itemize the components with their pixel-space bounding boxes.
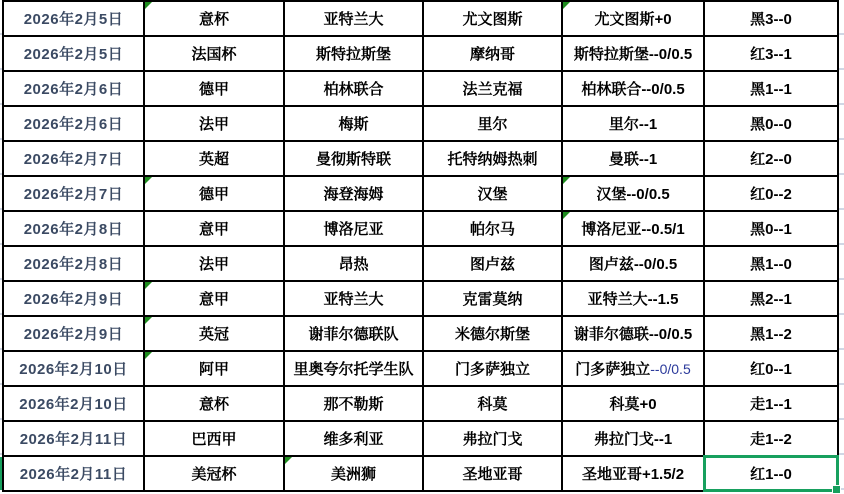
table-row xyxy=(3,456,838,491)
cell-text: 黑0--1 xyxy=(750,221,792,238)
cell-text: 柏林联合--0/0.5 xyxy=(581,81,685,98)
error-indicator-icon xyxy=(145,2,152,9)
cell-home-team[interactable] xyxy=(284,211,423,246)
cell-text: 意甲 xyxy=(198,291,229,308)
cell-date[interactable] xyxy=(3,211,144,246)
cell-away-team[interactable] xyxy=(423,1,562,36)
cell-away-team[interactable] xyxy=(423,176,562,211)
cell-text: 法兰克福 xyxy=(462,81,523,98)
cell-text: 汉堡 xyxy=(477,186,508,203)
cell-text: 那不勒斯 xyxy=(323,396,384,413)
cell-league[interactable] xyxy=(144,1,284,36)
table-row xyxy=(3,106,838,141)
cell-text: 2026年2月7日 xyxy=(23,186,124,203)
cell-date[interactable] xyxy=(3,316,144,351)
cell-text: 博洛尼亚 xyxy=(323,221,384,238)
cell-text: 法甲 xyxy=(198,116,229,133)
cell-away-team[interactable] xyxy=(423,351,562,386)
cell-result[interactable] xyxy=(704,36,838,71)
cell-text: 2026年2月10日 xyxy=(19,361,128,378)
error-indicator-icon xyxy=(563,177,570,184)
table-row xyxy=(3,351,838,386)
table-row xyxy=(3,316,838,351)
selection-border xyxy=(703,455,839,492)
cell-text: 克雷莫纳 xyxy=(462,291,523,308)
cell-home-team[interactable] xyxy=(284,386,423,421)
error-indicator-icon xyxy=(563,212,570,219)
cell-text: 阿甲 xyxy=(198,361,229,378)
right-gridline-strip xyxy=(839,0,844,492)
cell-text: 美冠杯 xyxy=(191,466,237,483)
cell-text: 谢菲尔德联队 xyxy=(308,326,399,343)
cell-text: 红1--0 xyxy=(750,466,792,483)
cell-result[interactable] xyxy=(704,176,838,211)
cell-text: 走1--2 xyxy=(750,431,792,448)
cell-handicap[interactable] xyxy=(562,106,704,141)
cell-text: 摩纳哥 xyxy=(469,46,515,63)
cell-text: 科莫+0 xyxy=(609,396,657,413)
table-row xyxy=(3,1,838,36)
cell-result[interactable] xyxy=(704,456,838,491)
cell-text: 黑1--2 xyxy=(750,326,792,343)
cell-text: 黑1--1 xyxy=(750,81,792,98)
cell-result[interactable] xyxy=(704,316,838,351)
cell-text: 谢菲尔德联--0/0.5 xyxy=(573,326,693,343)
cell-text: 2026年2月7日 xyxy=(23,151,124,168)
cell-handicap[interactable] xyxy=(562,176,704,211)
cell-league[interactable] xyxy=(144,211,284,246)
results-table-body xyxy=(3,1,838,491)
cell-date[interactable] xyxy=(3,36,144,71)
cell-text: 2026年2月6日 xyxy=(23,116,124,133)
cell-home-team[interactable] xyxy=(284,351,423,386)
cell-text: 巴西甲 xyxy=(191,431,237,448)
cell-text: 图卢兹--0/0.5 xyxy=(588,256,678,273)
table-row xyxy=(3,176,838,211)
error-indicator-icon xyxy=(285,457,292,464)
cell-text: 意杯 xyxy=(198,11,229,28)
cell-handicap[interactable] xyxy=(562,316,704,351)
error-indicator-icon xyxy=(563,2,570,9)
cell-result[interactable] xyxy=(704,281,838,316)
cell-result[interactable] xyxy=(704,421,838,456)
cell-text: 黑1--0 xyxy=(750,256,792,273)
cell-text: 2026年2月6日 xyxy=(23,81,124,98)
cell-text: 里奥夸尔托学生队 xyxy=(293,361,414,378)
cell-text: 曼彻斯特联 xyxy=(315,151,391,168)
cell-date[interactable] xyxy=(3,71,144,106)
error-indicator-icon xyxy=(145,317,152,324)
cell-text: 圣地亚哥 xyxy=(462,466,523,483)
cell-text: 汉堡--0/0.5 xyxy=(596,186,670,203)
cell-league[interactable] xyxy=(144,176,284,211)
cell-text: 2026年2月11日 xyxy=(19,431,128,448)
cell-handicap[interactable] xyxy=(562,351,704,386)
cell-league[interactable] xyxy=(144,106,284,141)
cell-text: 英冠 xyxy=(198,326,229,343)
cell-handicap[interactable] xyxy=(562,71,704,106)
cell-text: 里尔 xyxy=(477,116,508,133)
cell-text: 尤文图斯+0 xyxy=(594,11,672,28)
cell-home-team[interactable] xyxy=(284,141,423,176)
cell-text: 2026年2月8日 xyxy=(23,256,124,273)
cell-text-alt: --0/0.5 xyxy=(650,361,691,377)
cell-league[interactable] xyxy=(144,71,284,106)
cell-date[interactable] xyxy=(3,141,144,176)
cell-date[interactable] xyxy=(3,1,144,36)
cell-text: 亚特兰大--1.5 xyxy=(587,291,679,308)
cell-text: 维多利亚 xyxy=(323,431,384,448)
cell-text: 意甲 xyxy=(198,221,229,238)
cell-league[interactable] xyxy=(144,36,284,71)
cell-text: 德甲 xyxy=(198,186,229,203)
cell-away-team[interactable] xyxy=(423,141,562,176)
cell-text: 海登海姆 xyxy=(323,186,384,203)
cell-league[interactable] xyxy=(144,281,284,316)
cell-text: 红0--2 xyxy=(750,186,792,203)
cell-away-team[interactable] xyxy=(423,71,562,106)
cell-handicap[interactable] xyxy=(562,386,704,421)
cell-result[interactable] xyxy=(704,246,838,281)
cell-handicap[interactable] xyxy=(562,281,704,316)
cell-text: 帕尔马 xyxy=(469,221,515,238)
cell-text: 博洛尼亚--0.5/1 xyxy=(581,221,685,238)
cell-home-team[interactable] xyxy=(284,316,423,351)
cell-away-team[interactable] xyxy=(423,456,562,491)
table-row xyxy=(3,246,838,281)
cell-text: 米德尔斯堡 xyxy=(454,326,530,343)
cell-home-team[interactable] xyxy=(284,71,423,106)
table-row xyxy=(3,141,838,176)
cell-league[interactable] xyxy=(144,246,284,281)
cell-away-team[interactable] xyxy=(423,386,562,421)
cell-text: 曼联--1 xyxy=(608,151,658,168)
cell-text: 2026年2月10日 xyxy=(19,396,128,413)
cell-date[interactable] xyxy=(3,246,144,281)
cell-away-team[interactable] xyxy=(423,36,562,71)
cell-date[interactable] xyxy=(3,351,144,386)
cell-text: 门多萨独立 xyxy=(454,361,530,378)
cell-text: 2026年2月5日 xyxy=(23,11,124,28)
cell-text: 里尔--1 xyxy=(608,116,658,133)
cell-home-team[interactable] xyxy=(284,1,423,36)
cell-result[interactable] xyxy=(704,211,838,246)
table-row xyxy=(3,211,838,246)
cell-result[interactable] xyxy=(704,106,838,141)
cell-text: 黑0--0 xyxy=(750,116,792,133)
cell-text: 红0--1 xyxy=(750,361,792,378)
cell-text: 红3--1 xyxy=(750,46,792,63)
cell-league[interactable] xyxy=(144,141,284,176)
table-row xyxy=(3,71,838,106)
cell-date[interactable] xyxy=(3,386,144,421)
cell-text: 2026年2月9日 xyxy=(23,291,124,308)
cell-text: 斯特拉斯堡--0/0.5 xyxy=(573,46,693,63)
cell-handicap[interactable] xyxy=(562,246,704,281)
error-indicator-icon xyxy=(145,177,152,184)
match-results-table xyxy=(2,0,839,492)
cell-away-team[interactable] xyxy=(423,421,562,456)
cell-text: 昂热 xyxy=(338,256,369,273)
cell-text: 黑2--1 xyxy=(750,291,792,308)
error-indicator-icon xyxy=(145,352,152,359)
cell-home-team[interactable] xyxy=(284,456,423,491)
cell-text: 德甲 xyxy=(198,81,229,98)
cell-result[interactable] xyxy=(704,386,838,421)
table-row xyxy=(3,36,838,71)
cell-league[interactable] xyxy=(144,351,284,386)
cell-text: 意杯 xyxy=(198,396,229,413)
cell-text: 2026年2月5日 xyxy=(23,46,124,63)
cell-handicap[interactable] xyxy=(562,211,704,246)
cell-away-team[interactable] xyxy=(423,316,562,351)
cell-text: 尤文图斯 xyxy=(462,11,523,28)
cell-handicap[interactable] xyxy=(562,36,704,71)
cell-text: 圣地亚哥+1.5/2 xyxy=(581,466,685,483)
cell-text: 2026年2月8日 xyxy=(23,221,124,238)
cell-text: 亚特兰大 xyxy=(323,11,384,28)
cell-league[interactable] xyxy=(144,316,284,351)
cell-text: 亚特兰大 xyxy=(323,291,384,308)
cell-home-team[interactable] xyxy=(284,36,423,71)
cell-text: 红2--0 xyxy=(750,151,792,168)
cell-text: 英超 xyxy=(198,151,229,168)
cell-text: 法国杯 xyxy=(191,46,237,63)
cell-text: 美洲狮 xyxy=(330,466,376,483)
table-row xyxy=(3,386,838,421)
cell-away-team[interactable] xyxy=(423,106,562,141)
cell-away-team[interactable] xyxy=(423,246,562,281)
cell-date[interactable] xyxy=(3,456,144,491)
cell-text: 梅斯 xyxy=(338,116,369,133)
cell-result[interactable] xyxy=(704,71,838,106)
cell-text: 托特纳姆热刺 xyxy=(447,151,538,168)
cell-date[interactable] xyxy=(3,176,144,211)
cell-date[interactable] xyxy=(3,281,144,316)
cell-league[interactable] xyxy=(144,456,284,491)
error-indicator-icon xyxy=(145,282,152,289)
table-row xyxy=(3,281,838,316)
cell-away-team[interactable] xyxy=(423,211,562,246)
cell-date[interactable] xyxy=(3,106,144,141)
cell-handicap[interactable] xyxy=(562,1,704,36)
cell-text: 弗拉门戈 xyxy=(462,431,523,448)
cell-text: 柏林联合 xyxy=(323,81,384,98)
cell-handicap[interactable] xyxy=(562,141,704,176)
cell-handicap[interactable] xyxy=(562,456,704,491)
cell-away-team[interactable] xyxy=(423,281,562,316)
cell-text: 斯特拉斯堡 xyxy=(315,46,391,63)
cell-result[interactable] xyxy=(704,1,838,36)
cell-home-team[interactable] xyxy=(284,106,423,141)
cell-text: 黑3--0 xyxy=(750,11,792,28)
cell-handicap[interactable] xyxy=(562,421,704,456)
cell-league[interactable] xyxy=(144,421,284,456)
cell-home-team[interactable] xyxy=(284,281,423,316)
cell-result[interactable] xyxy=(704,351,838,386)
cell-text: 走1--1 xyxy=(750,396,792,413)
cell-home-team[interactable] xyxy=(284,421,423,456)
cell-home-team[interactable] xyxy=(284,246,423,281)
cell-league[interactable] xyxy=(144,386,284,421)
cell-text: 图卢兹 xyxy=(469,256,515,273)
cell-text: 弗拉门戈--1 xyxy=(593,431,673,448)
table-row xyxy=(3,421,838,456)
cell-text: 2026年2月9日 xyxy=(23,326,124,343)
cell-text: 科莫 xyxy=(477,396,508,413)
cell-text: 门多萨独立 xyxy=(575,361,651,378)
cell-home-team[interactable] xyxy=(284,176,423,211)
cell-text: 法甲 xyxy=(198,256,229,273)
cell-text: 2026年2月11日 xyxy=(19,466,128,483)
cell-result[interactable] xyxy=(704,141,838,176)
cell-date[interactable] xyxy=(3,421,144,456)
